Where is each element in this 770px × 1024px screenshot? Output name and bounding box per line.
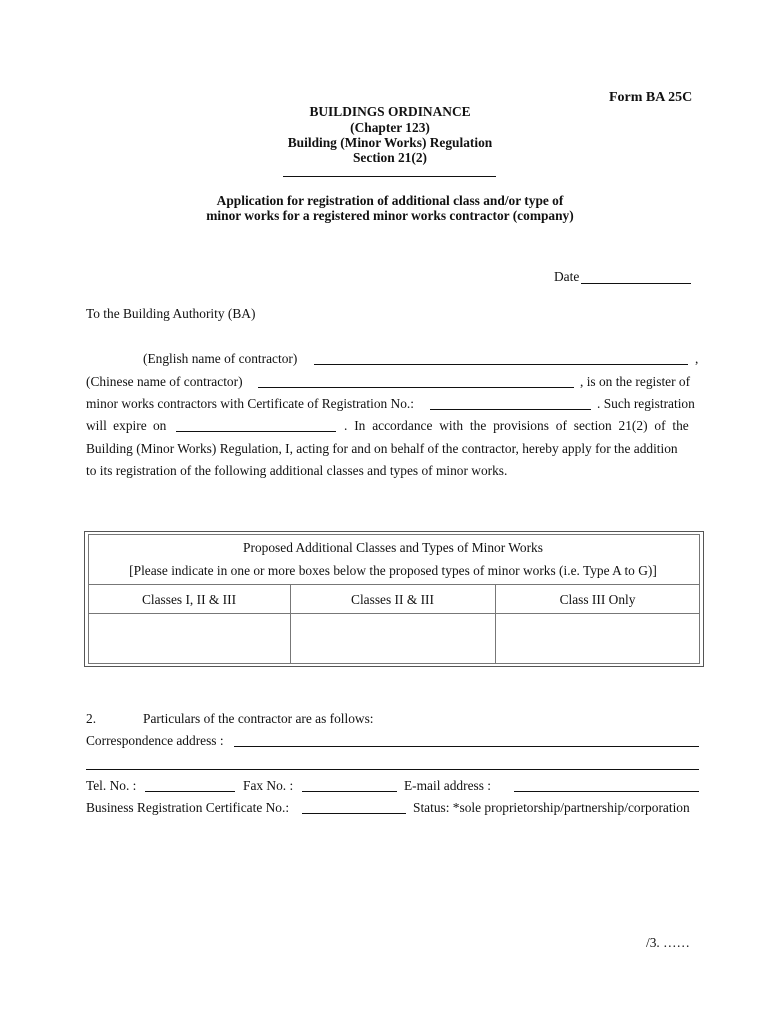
header-divider xyxy=(283,176,496,177)
address-label: Correspondence address : xyxy=(86,733,224,748)
address-field-line2[interactable] xyxy=(86,755,699,770)
section2-heading: Particulars of the contractor are as follows: xyxy=(143,711,374,726)
expire-trail: . In accordance with the provisions of section 21(2) of the xyxy=(344,418,689,433)
regulation-label: Building (Minor Works) Regulation xyxy=(287,135,493,150)
addressee: To the Building Authority (BA) xyxy=(86,306,256,321)
cell-class-3-only[interactable] xyxy=(499,618,696,658)
form-number: Form BA 25C xyxy=(609,90,693,105)
tel-field[interactable] xyxy=(145,777,235,792)
english-name-field[interactable] xyxy=(314,350,688,365)
tel-label: Tel. No. : xyxy=(86,778,137,793)
date-label: Date xyxy=(554,269,580,284)
table-instruction: [Please indicate in one or more boxes below the proposed types of minor works (i.e. Type A to G)] xyxy=(129,563,657,578)
body-line6: to its registration of the following additional classes and types of minor works. xyxy=(86,463,508,478)
section2-number: 2. xyxy=(86,711,97,726)
cert-trail: . Such registration xyxy=(597,396,695,411)
english-name-trail: , xyxy=(695,351,699,366)
cell-classes-1-2-3[interactable] xyxy=(92,618,286,658)
fax-label: Fax No. : xyxy=(243,778,294,793)
cell-classes-2-3[interactable] xyxy=(294,618,491,658)
col-header-classes-1-2-3: Classes I, II & III xyxy=(141,592,237,607)
fax-field[interactable] xyxy=(302,777,397,792)
col-header-class-3-only: Class III Only xyxy=(559,592,636,607)
table-divider-top xyxy=(88,584,700,585)
status-label: Status: *sole proprietorship/partnership/corporation xyxy=(413,800,690,815)
address-field[interactable] xyxy=(234,732,699,747)
page-continuation-marker: /3. …… xyxy=(646,935,690,950)
chinese-name-label: (Chinese name of contractor) xyxy=(86,374,243,389)
english-name-label: (English name of contractor) xyxy=(143,351,298,366)
chinese-name-field[interactable] xyxy=(258,373,574,388)
date-field[interactable] xyxy=(581,269,691,284)
expiry-date-field[interactable] xyxy=(176,417,336,432)
body-line5: Building (Minor Works) Regulation, I, acting for and on behalf of the contractor, hereby apply for the addition xyxy=(86,441,678,456)
form-title-line1: Application for registration of additional class and/or type of xyxy=(216,193,564,208)
col-header-classes-2-3: Classes II & III xyxy=(351,592,434,607)
email-label: E-mail address : xyxy=(404,778,492,793)
form-title-line2: minor works for a registered minor works contractor (company) xyxy=(206,208,574,223)
email-field[interactable] xyxy=(514,777,699,792)
ordinance-title: BUILDINGS ORDINANCE xyxy=(309,104,471,119)
expire-label: will expire on xyxy=(86,418,167,433)
cert-label: minor works contractors with Certificate of Registration No.: xyxy=(86,396,414,411)
table-heading: Proposed Additional Classes and Types of Minor Works xyxy=(243,540,543,555)
cert-number-field[interactable] xyxy=(430,395,591,410)
table-divider-header xyxy=(88,613,700,614)
chapter-label: (Chapter 123) xyxy=(350,120,430,135)
chinese-name-trail: , is on the register of xyxy=(580,374,691,389)
section-label: Section 21(2) xyxy=(352,150,427,165)
brc-field[interactable] xyxy=(302,799,406,814)
brc-label: Business Registration Certificate No.: xyxy=(86,800,290,815)
